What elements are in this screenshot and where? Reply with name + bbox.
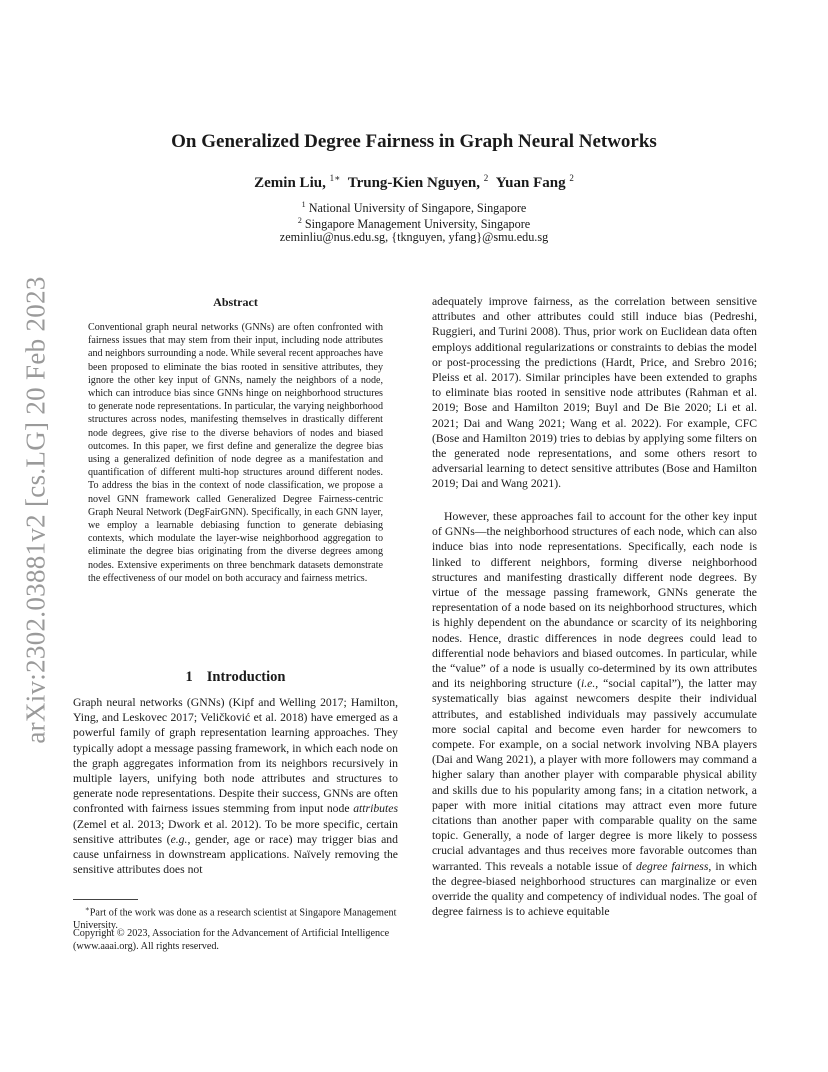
body-text-italic: attributes (353, 802, 398, 816)
author-emails: zeminliu@nus.edu.sg, {tknguyen, yfang}@smu.edu.sg (279, 230, 549, 244)
affiliation-mark: 1 (301, 200, 306, 209)
author-name: Yuan Fang (495, 175, 566, 191)
body-text: (Zemel et al. 2013; Dwork et al. 2012). To be more specific, certain sensitive attributes ( (73, 817, 398, 846)
body-text: , “social capital”), the latter may systematically bias against newcomers despite their individual attributes, and established individuals may passively accumulate more social capital and become even harder for newcomers to compete. For example, on a social network involving NBA players (Dai and Wang 2021), a player with more followers may command a higher salary than another player with comparable physical ability and skills due to his popularity among fans; in a citation network, a paper with more initial citations may attract even more future citations than another paper with comparable quality on the same topic. Generally, a node of larger degree is more likely to possess crucial advantages and thus receives more favorable outcomes than warranted. This reveals a notable issue of (432, 677, 757, 873)
affiliation-text: National University of Singapore, Singapore (308, 201, 527, 216)
section-heading (73, 669, 398, 686)
body-text-italic: e.g. (170, 832, 188, 846)
intro-paragraph (73, 695, 398, 877)
body-text: , gender, age or race) may trigger bias and cause unfairness in downstream applications. Naïvely removing the sensitive attributes does not (73, 832, 398, 877)
author-name: Trung-Kien Nguyen, (347, 175, 480, 191)
body-text: However, these approaches fail to account for the other key input of GNNs—the neighborhood structures of each node, which can also induce bias into node representations. Specifically, each node is linked to different neighbors, forming diverse neighborhood structures and manifesting drastically different node degrees. By virtue of the message passing framework, GNNs generate the representation of a node based on its neighborhood structures, which is highly dependent on the abundance or scarcity of its neighboring nodes. Hence, drastic differences in node degrees could lead to differential node behaviors and biased outcomes. In particular, while the “value” of a node is usually co-determined by its own attributes and its neighboring structure ( (432, 510, 757, 691)
author-affiliation-mark: 2 (483, 173, 489, 183)
paper-title: On Generalized Degree Fairness in Graph Neural Networks (171, 131, 657, 152)
affiliation-mark: 2 (297, 216, 302, 225)
body-text-italic: i.e. (581, 677, 596, 691)
footnote-mark: ∗ (85, 905, 90, 913)
footnote-divider (73, 899, 138, 900)
arxiv-identifier-text: arXiv:2302.03881v2 [cs.LG] 20 Feb 2023 (20, 276, 51, 744)
author-affiliation-mark: 2 (569, 173, 574, 183)
section-number: 1 (185, 669, 193, 685)
abstract-heading: Abstract (213, 295, 258, 309)
body-text: Graph neural networks (GNNs) (Kipf and Welling 2017; Hamilton, Ying, and Leskovec 2017; Veličković et al. 2018) have emerged as a powerful family of graph representation learning approaches. They typically adopt a message passing framework, in which each node on the graph aggregates information from its neighbors recursively in multiple layers, unifying both node attributes and structures to generate node representations. Despite their success, GNNs are often confronted with fairness issues stemming from input node (73, 696, 398, 816)
abstract-text: Conventional graph neural networks (GNNs) are often confronted with fairness issues that may stem from their input, including node attributes and neighbors surrounding a node. While several recent approaches have been proposed to eliminate the bias rooted in sensitive attributes, they ignore the other key input of GNNs, namely the neighbors of a node, which can introduce bias since GNNs hinge on neighborhood structures to generate node representations. In particular, the varying neighborhood structures across nodes, manifesting themselves in drastically different node degrees, give rise to the diverse behaviors of nodes and biased outcomes. In this paper, we first define and generalize the degree bias using a generalized definition of node degree as a manifestation and quantification of different multi-hop structures around different nodes. To address the bias in the context of node classification, we propose a novel GNN framework called Generalized Degree Fairness-centric Graph Neural Network (DegFairGNN). Specifically, in each GNN layer, we employ a learnable debiasing function to generate debiasing contexts, which modulate the layer-wise neighborhood aggregation to eliminate the degree bias originating from the diverse degrees among nodes. Extensive experiments on three benchmark datasets demonstrate the effectiveness of our model on both accuracy and fairness metrics. (88, 322, 383, 584)
body-text: , in which the degree-biased neighborhood structures can marginalize or even override the quality and competency of individual nodes. The goal of degree fairness is to achieve equitable (432, 859, 757, 919)
body-text-italic: degree fairness (636, 859, 709, 873)
arxiv-identifier (16, 276, 56, 744)
section-title: Introduction (206, 669, 286, 685)
author-affiliation-mark: 1∗ (329, 173, 341, 183)
author-list (0, 173, 828, 192)
author-name: Zemin Liu, (254, 175, 326, 191)
body-paragraph: adequately improve fairness, as the correlation between sensitive attributes and other attributes could still induce bias (Pedreshi, Ruggieri, and Turini 2008). Thus, prior work on Euclidean data often employs additional regularizations or constraints to debias the model or post-processing the predictions (Hardt, Price, and Srebro 2016; Pleiss et al. 2017). Similar principles have been extended to graphs to eliminate bias rooted in sensitive node attributes (Rahman et al. 2019; Bose and Hamilton 2019; Buyl and De Bie 2020; Li et al. 2021; Dai and Wang 2021; Wang et al. 2022). For example, CFC (Bose and Hamilton 2019) tries to debias by applying some filters on the generated node representations, and some others resort to adversarial learning to detect sensitive attributes (Bose and Hamilton 2019; Dai and Wang 2021). (432, 295, 757, 491)
body-paragraph (432, 509, 757, 919)
footnote-text: Part of the work was done as a research scientist at Singapore Management University. (73, 907, 397, 931)
affiliation-text: Singapore Management University, Singapore (304, 217, 531, 232)
copyright-notice: Copyright © 2023, Association for the Advancement of Artificial Intelligence (www.aaai.org). All rights reserved. (73, 928, 390, 952)
